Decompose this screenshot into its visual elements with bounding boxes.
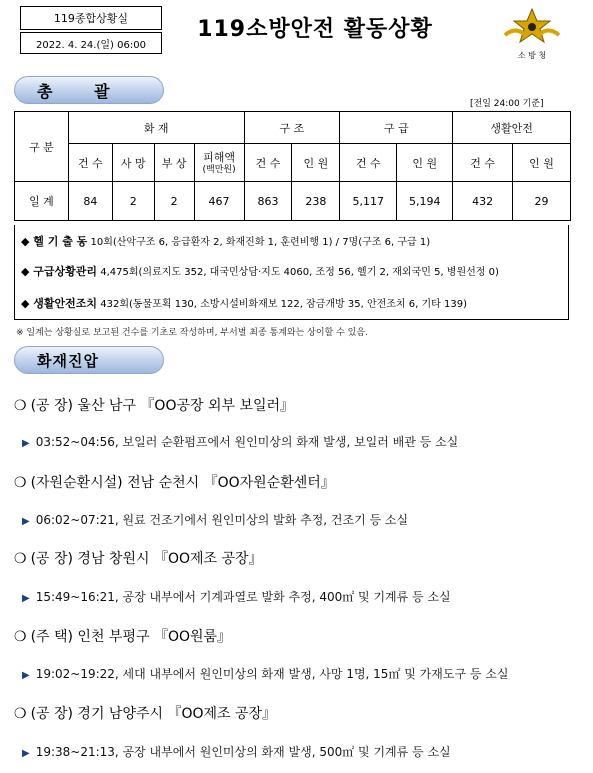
basis-time: [전일 24:00 기준] bbox=[470, 99, 544, 109]
damage-unit: (백만원) bbox=[202, 165, 236, 175]
col-fire-damage bbox=[194, 144, 244, 182]
detail-helicopter bbox=[21, 233, 430, 249]
fire-text: 19:38~21:13, 공장 내부에서 원인미상의 화재 발생, 500㎡ 및 기계류 등 소실 bbox=[35, 745, 451, 759]
val-fire-count: 84 bbox=[68, 182, 112, 221]
fire-title: (공 장) 울산 남구 『OO공장 외부 보일러』 bbox=[30, 398, 295, 414]
triangle-bullet-icon: ▶ bbox=[22, 670, 30, 681]
detail-label: ◆ 생활안전조치 bbox=[21, 297, 98, 310]
val-rescue-count: 863 bbox=[244, 182, 292, 221]
fire-item-1 bbox=[14, 395, 294, 415]
report-date: 2022. 4. 24.(일) 06:00 bbox=[20, 32, 162, 54]
fire-desc-4 bbox=[22, 665, 508, 682]
circle-bullet-icon: ❍ bbox=[14, 629, 27, 645]
triangle-bullet-icon: ▶ bbox=[22, 516, 30, 527]
total-label: 일 계 bbox=[15, 182, 69, 221]
triangle-bullet-icon: ▶ bbox=[22, 438, 30, 449]
detail-label: ◆ 구급상황관리 bbox=[21, 265, 98, 278]
triangle-bullet-icon: ▶ bbox=[22, 593, 30, 604]
fire-text: 15:49~16:21, 공장 내부에서 기계과열로 발화 추정, 400㎡ 및 기계류 등 소실 bbox=[35, 590, 451, 604]
group-life: 생활안전 bbox=[453, 112, 571, 144]
fire-desc-1 bbox=[22, 433, 458, 450]
val-life-persons: 29 bbox=[513, 182, 571, 221]
col-ems-count: 건 수 bbox=[340, 144, 397, 182]
fire-item-5 bbox=[14, 703, 276, 723]
fire-desc-3 bbox=[22, 588, 451, 605]
org-label: 119종합상황실 bbox=[20, 6, 162, 30]
val-rescue-persons: 238 bbox=[292, 182, 340, 221]
row-header: 구 분 bbox=[15, 112, 69, 182]
detail-label: ◆ 헬 기 출 동 bbox=[21, 235, 88, 248]
fire-desc-2 bbox=[22, 511, 408, 528]
col-life-count: 건 수 bbox=[453, 144, 513, 182]
footnote: ※ 일계는 상황실로 보고된 건수를 기초로 작성하며, 부서별 최종 통계와는 상이할 수 있음. bbox=[16, 328, 368, 338]
val-fire-damage: 467 bbox=[194, 182, 244, 221]
detail-text: 432회(동물포획 130, 소방시설비화재보 122, 잠금개방 35, 안전조치 6, 기타 139) bbox=[100, 299, 467, 310]
detail-ems-management bbox=[21, 263, 499, 279]
detail-text: 4,475회(의료지도 352, 대국민상담·지도 4060, 조정 56, 헬기 2, 재외국민 5, 병원선정 0) bbox=[100, 267, 499, 278]
fire-item-4 bbox=[14, 626, 231, 646]
detail-life-safety bbox=[21, 295, 467, 311]
summary-table bbox=[14, 111, 571, 221]
col-fire-injuries: 부 상 bbox=[154, 144, 194, 182]
fire-item-2 bbox=[14, 472, 335, 492]
fire-title: (자원순환시설) 전남 순천시 『OO자원순환센터』 bbox=[30, 475, 335, 491]
fire-text: 06:02~07:21, 원료 건조기에서 원인미상의 발화 추정, 건조기 등 소실 bbox=[35, 513, 409, 527]
val-fire-injuries: 2 bbox=[154, 182, 194, 221]
group-ems: 구 급 bbox=[340, 112, 453, 144]
fire-text: 19:02~19:22, 세대 내부에서 원인미상의 화재 발생, 사망 1명, 15㎡ 및 가재도구 등 소실 bbox=[35, 667, 509, 681]
val-life-count: 432 bbox=[453, 182, 513, 221]
logo-caption: 소 방 청 bbox=[517, 51, 547, 60]
circle-bullet-icon: ❍ bbox=[14, 706, 27, 722]
fire-title: (주 택) 인천 부평구 『OO원룸』 bbox=[30, 629, 232, 645]
val-ems-persons: 5,194 bbox=[397, 182, 453, 221]
circle-bullet-icon: ❍ bbox=[14, 551, 27, 567]
circle-bullet-icon: ❍ bbox=[14, 398, 27, 414]
fire-title: (공 장) 경기 남양주시 『OO제조 공장』 bbox=[30, 706, 277, 722]
detail-text: 10회(산악구조 6, 응급환자 2, 화재진화 1, 훈련비행 1) / 7명(구조 6, 구급 1) bbox=[90, 237, 431, 248]
page-title: 119소방안전 활동상황 bbox=[197, 17, 433, 42]
circle-bullet-icon: ❍ bbox=[14, 475, 27, 491]
group-fire: 화 재 bbox=[68, 112, 244, 144]
col-ems-persons: 인 원 bbox=[397, 144, 453, 182]
val-fire-deaths: 2 bbox=[112, 182, 154, 221]
fire-desc-5 bbox=[22, 743, 451, 760]
fire-item-3 bbox=[14, 548, 263, 568]
col-fire-count: 건 수 bbox=[68, 144, 112, 182]
col-rescue-persons: 인 원 bbox=[292, 144, 340, 182]
section-fire: 화재진압 bbox=[14, 346, 164, 374]
fire-text: 03:52~04:56, 보일러 순환펌프에서 원인미상의 화재 발생, 보일러 배관 등 소실 bbox=[35, 435, 459, 449]
col-fire-deaths: 사 망 bbox=[112, 144, 154, 182]
triangle-bullet-icon: ▶ bbox=[22, 748, 30, 759]
details-box bbox=[14, 225, 569, 320]
group-rescue: 구 조 bbox=[244, 112, 340, 144]
col-rescue-count: 건 수 bbox=[244, 144, 292, 182]
section-summary: 총 괄 bbox=[14, 76, 164, 104]
fire-agency-logo bbox=[497, 5, 567, 53]
fire-title: (공 장) 경남 창원시 『OO제조 공장』 bbox=[30, 551, 263, 567]
val-ems-count: 5,117 bbox=[340, 182, 397, 221]
col-life-persons: 인 원 bbox=[513, 144, 571, 182]
damage-label: 피해액 bbox=[203, 151, 235, 164]
